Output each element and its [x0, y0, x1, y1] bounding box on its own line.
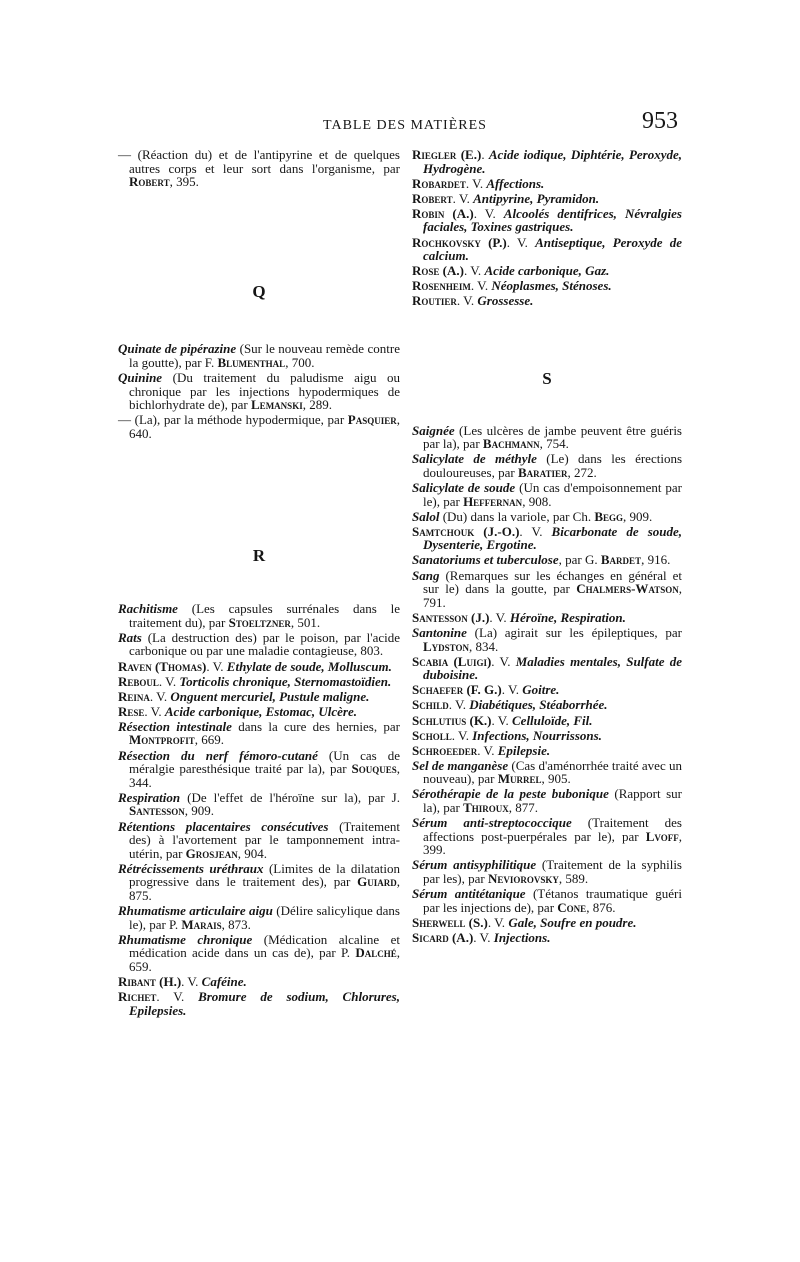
entry-author: Ribant (H.)	[118, 974, 182, 990]
index-entry	[412, 553, 682, 567]
section-letter-r: R	[252, 545, 266, 565]
entry-author: Blumenthal	[217, 354, 286, 370]
entry-ref: , 834.	[469, 638, 499, 654]
entry-ref: , 876.	[586, 899, 616, 915]
s-entries	[412, 424, 682, 945]
index-entry	[118, 990, 400, 1017]
entry-ref: , 905.	[541, 771, 571, 787]
section-letter-q: Q	[252, 281, 266, 301]
entry-text: — (La), par la méthode hypodermique, par	[118, 412, 348, 428]
index-entry	[118, 690, 400, 704]
entry-text: (Rapport sur la), par	[423, 786, 682, 816]
entry-author: Neviorovsky	[487, 871, 559, 887]
entry-ref: . V.	[487, 914, 509, 930]
entry-keyword: Santonine	[412, 624, 467, 640]
entry-ref: . V.	[456, 293, 478, 309]
entry-see-also: Onguent mercuriel, Pustule maligne.	[170, 688, 370, 704]
entry-author: Robardet	[412, 175, 466, 191]
index-entry	[412, 714, 682, 728]
entry-author: Chalmers-Watson	[576, 581, 679, 597]
entry-author: Robert	[129, 174, 170, 190]
entry-keyword: Sanatoriums et tuberculose	[412, 552, 559, 568]
entry-author: Bardet	[600, 552, 642, 568]
entry-author: Samtchouk (J.-O.)	[412, 523, 520, 539]
entry-author: Richet	[118, 989, 157, 1005]
entry-author: Stoeltzner	[228, 614, 291, 630]
entry-text: dans la cure des hernies, par	[231, 718, 400, 734]
entry-author: Rese	[118, 703, 145, 719]
entry-ref: . V.	[491, 653, 516, 669]
entry-ref: , 909.	[623, 508, 653, 524]
entry-ref: , 289.	[302, 397, 332, 413]
entry-author: Scabia (Luigi)	[412, 653, 492, 669]
index-entry	[412, 759, 682, 786]
entry-ref: . V.	[519, 523, 552, 539]
entry-text: (Remarques sur les échanges en général et sur le) dans la goutte, par	[423, 567, 682, 597]
index-entry	[412, 655, 682, 682]
entry-ref: , 272.	[567, 464, 597, 480]
entry-author: Guiard	[357, 874, 397, 890]
entry-author: Robert	[412, 190, 453, 206]
entry-see-also: Bromure de sodium, Chlorures, Epilepsies.	[129, 989, 400, 1018]
index-entry	[118, 342, 400, 369]
entry-author: Bachmann	[482, 436, 540, 452]
right-column	[412, 148, 682, 946]
entry-ref: . V.	[149, 688, 171, 704]
entry-ref: . V.	[477, 742, 498, 758]
entry-see-also: Torticolis chronique, Sternomastoïdien.	[179, 673, 392, 689]
index-entry	[118, 148, 400, 189]
index-entry	[412, 279, 682, 293]
entry-see-also: Antiseptique, Peroxyde de calcium.	[423, 234, 682, 264]
entry-keyword: Sérum anti-streptococcique	[412, 815, 572, 831]
entry-ref: . V.	[452, 190, 474, 206]
entry-author: Thiroux	[463, 800, 509, 816]
entry-text: (Un cas de méralgie paresthésique traité par la), par	[129, 747, 401, 777]
entry-ref: , 875.	[129, 874, 400, 903]
index-entry	[412, 744, 682, 758]
index-entry	[412, 611, 682, 625]
entry-keyword: Rats	[118, 629, 142, 645]
entry-author: Schaefer (F. G.)	[412, 682, 502, 698]
r-entries-left	[118, 602, 400, 1017]
index-entry	[412, 931, 682, 945]
entry-author: Marais	[181, 916, 222, 932]
index-entry	[118, 705, 400, 719]
entry-ref: , 791.	[423, 581, 682, 610]
index-entry	[412, 481, 682, 508]
entry-keyword: Sel de manganèse	[412, 757, 509, 773]
entry-ref: . V.	[465, 175, 487, 191]
entry-ref: , 873.	[221, 916, 251, 932]
entry-ref: . V.	[181, 974, 202, 990]
section-letter-s: S	[542, 369, 552, 389]
entry-ref: .	[481, 147, 489, 162]
entry-ref: . V.	[506, 234, 536, 250]
entry-ref: . V.	[463, 263, 485, 279]
entry-text: (Du) dans la variole, par Ch.	[439, 508, 595, 524]
entry-text: (Traitement des affections post-puerpérales par le), par	[423, 815, 682, 844]
entry-ref: , 589.	[558, 871, 589, 887]
entry-ref: , 501.	[290, 614, 321, 630]
index-entry	[412, 816, 682, 857]
entry-text: (Le) dans les érections douloureuses, par	[423, 451, 682, 480]
index-entry	[412, 729, 682, 743]
entry-see-also: Acide iodique, Diphtérie, Peroxyde, Hydrogène.	[423, 147, 683, 176]
entry-ref: . V.	[448, 697, 470, 713]
entry-author: Sherwell (S.)	[412, 914, 488, 930]
entry-text: — (Réaction du) et de l'antipyrine et de quelques autres corps et leur sort dans l'organisme, par	[118, 147, 400, 176]
entry-author: Schlutius (K.)	[412, 712, 492, 728]
entry-see-also: Epilepsie.	[497, 742, 551, 758]
index-entry	[412, 424, 682, 451]
entry-author: Riegler (E.)	[412, 147, 482, 162]
entry-author: Baratier	[517, 464, 568, 480]
entry-author: Reina	[118, 688, 150, 704]
index-entry	[118, 933, 400, 974]
page-number: 953	[642, 108, 678, 134]
index-entry	[118, 602, 400, 629]
entry-ref: , 640.	[129, 412, 400, 441]
index-entry	[118, 720, 400, 747]
entry-ref: . V.	[473, 205, 504, 221]
entry-author: Souques	[351, 761, 397, 777]
index-entry	[118, 660, 400, 674]
entry-ref: , 754.	[539, 436, 569, 452]
entry-ref: , 908.	[522, 493, 552, 509]
entry-ref: , 344.	[129, 761, 400, 790]
entry-see-also: Celluloïde, Fil.	[512, 712, 593, 728]
entry-see-also: Caféine.	[201, 974, 247, 990]
entry-author: Santesson (J.)	[412, 609, 490, 625]
index-entry	[118, 631, 400, 658]
entry-author: Pasquier	[347, 412, 397, 428]
entry-ref: . V.	[144, 703, 165, 719]
entry-keyword: Saignée	[412, 422, 455, 438]
entry-author: Lemanski	[251, 397, 303, 413]
index-entry	[118, 820, 400, 861]
entry-author: Reboul	[118, 673, 159, 689]
entry-ref: . V.	[206, 658, 227, 674]
entry-keyword: Salicylate de méthyle	[412, 451, 537, 467]
entry-author: Lydston	[423, 638, 470, 654]
index-entry	[412, 569, 682, 610]
index-entry	[118, 791, 400, 818]
entry-ref: . V.	[489, 609, 510, 625]
entry-ref: . V.	[473, 929, 494, 945]
entry-ref: , 659.	[129, 945, 400, 974]
q-entries	[118, 342, 400, 440]
entry-author: Robin (A.)	[412, 205, 474, 221]
entry-see-also: Maladies mentales, Sulfate de duboisine.	[423, 653, 682, 683]
entry-author: Raven (Thomas)	[118, 658, 207, 674]
index-entry	[118, 371, 400, 412]
index-entry	[412, 177, 682, 191]
entry-text: (Les capsules surrénales dans le traitement du), par	[129, 601, 400, 630]
entry-keyword: Résection intestinale	[118, 718, 232, 734]
entry-keyword: Rachitisme	[118, 601, 178, 617]
entry-see-also: Néoplasmes, Sténoses.	[491, 278, 612, 294]
entry-author: Scholl	[412, 727, 452, 743]
index-entry	[412, 264, 682, 278]
entry-text: (Tétanos traumatique guéri par les injections de), par	[423, 886, 682, 915]
index-entry	[412, 916, 682, 930]
entry-text: , par G.	[558, 552, 601, 568]
entry-text: (Sur le nouveau remède contre la goutte), par F.	[129, 341, 400, 370]
entry-ref: , 669.	[194, 732, 225, 748]
entry-see-also: Ethylate de soude, Molluscum.	[226, 658, 392, 674]
entry-author: Murrel	[497, 771, 542, 787]
index-entry	[118, 904, 400, 931]
index-entry	[412, 887, 682, 914]
entry-keyword: Quinate de pipérazine	[118, 341, 237, 357]
entry-ref: . V.	[158, 673, 180, 689]
entry-see-also: Gale, Soufre en poudre.	[508, 914, 637, 930]
index-entry	[412, 236, 682, 263]
index-entry	[412, 858, 682, 885]
index-entry	[412, 683, 682, 697]
entry-ref: , 916.	[641, 552, 671, 568]
entry-text: (Médication alcaline et médication acide dans un cas de), par P.	[129, 931, 400, 961]
entry-text: (Du traitement du paludisme aigu ou chronique par les injections hypodermiques de bichlorhydrate de), par	[129, 370, 400, 413]
index-entry	[412, 626, 682, 653]
left-column	[118, 148, 400, 1019]
entry-ref: , 399.	[423, 828, 682, 858]
entry-text: (Limites de la dilatation progressive dans le traitement des), par	[129, 860, 400, 890]
entry-see-also: Grossesse.	[477, 293, 534, 309]
index-entry	[412, 192, 682, 206]
entry-author: Schroeeder	[412, 742, 478, 758]
index-entry	[412, 148, 682, 175]
entry-author: Dalché	[355, 945, 397, 961]
entry-ref: . V.	[156, 989, 199, 1005]
entry-author: Montprofit	[129, 732, 195, 748]
entry-author: Heffernan	[463, 493, 523, 509]
entry-text: (Les ulcères de jambe peuvent être guéris par la), par	[423, 422, 682, 452]
entry-ref: , 877.	[508, 800, 538, 816]
entry-keyword: Rétentions placentaires consécutives	[118, 818, 329, 834]
entry-ref: . V.	[470, 278, 492, 294]
index-entry	[412, 787, 682, 814]
index-entry	[118, 675, 400, 689]
entry-text: (Traitement des) à l'avortement par le tamponnement intra-utérin, par	[129, 818, 400, 861]
entry-keyword: Rhumatisme articulaire aigu	[118, 903, 273, 919]
index-entry	[412, 525, 682, 552]
entry-author: Rose (A.)	[412, 263, 464, 279]
entry-text: (Délire salicylique dans le), par P.	[129, 903, 400, 932]
entry-see-also: Acide carbonique, Gaz.	[484, 263, 610, 279]
entry-see-also: Goitre.	[522, 682, 560, 698]
entry-keyword: Sérum antitétanique	[412, 886, 526, 902]
index-entry	[412, 452, 682, 479]
entry-see-also: Injections.	[493, 929, 551, 945]
entry-author: Rosenheim	[412, 278, 471, 294]
entry-text: (De l'effet de l'héroïne sur la), par J.	[180, 789, 400, 805]
entry-keyword: Résection du nerf fémoro-cutané	[118, 747, 318, 763]
entry-author: Routier	[412, 293, 457, 309]
entry-text: (La destruction des) par le poison, par l'acide carbonique ou par une maladie contagieuse, 803.	[129, 629, 400, 659]
index-entry	[412, 294, 682, 308]
entry-keyword: Sang	[412, 567, 440, 583]
entry-author: Schild	[412, 697, 449, 713]
entry-text: (La) agirait sur les épileptiques, par	[466, 624, 682, 640]
entry-ref: , 395.	[169, 174, 199, 190]
index-entry	[118, 862, 400, 903]
entry-author: Santesson	[129, 803, 185, 819]
entry-keyword: Quinine	[118, 370, 163, 386]
entry-keyword: Salol	[412, 508, 440, 524]
entry-author: Begg	[594, 508, 624, 524]
entry-author: Sicard (A.)	[412, 929, 474, 945]
entry-see-also: Acide carbonique, Estomac, Ulcère.	[164, 703, 357, 719]
entry-ref: , 700.	[285, 354, 315, 370]
entry-ref: . V.	[501, 682, 523, 698]
entry-keyword: Salicylate de soude	[412, 480, 516, 495]
entry-see-also: Bicarbonate de soude, Dysenterie, Ergotine.	[423, 523, 682, 553]
entry-text: (Cas d'aménorrhée traité avec un nouveau), par	[423, 757, 682, 787]
index-entry	[412, 510, 682, 524]
index-entry	[118, 975, 400, 989]
entry-see-also: Infections, Nourrissons.	[472, 727, 602, 743]
entry-keyword: Rhumatisme chronique	[118, 931, 253, 947]
index-entry	[118, 413, 400, 440]
entry-author: Rochkovsky (P.)	[412, 234, 507, 250]
entry-see-also: Héroïne, Respiration.	[509, 609, 626, 625]
entry-see-also: Antipyrine, Pyramidon.	[473, 190, 600, 206]
entry-keyword: Sérothérapie de la peste bubonique	[412, 786, 609, 802]
entry-see-also: Alcoolés dentifrices, Névralgies faciales, Toxines gastriques.	[423, 205, 682, 235]
entry-author: Grosjean	[185, 845, 238, 861]
entry-text: (Un cas d'empoisonnement par le), par	[423, 480, 682, 509]
entry-author: Lvoff	[645, 828, 679, 844]
entry-text: (Traitement de la syphilis par les), par	[423, 857, 682, 887]
index-entry	[412, 207, 682, 234]
index-entry	[412, 698, 682, 712]
entry-ref: . V.	[451, 727, 473, 743]
r-entries-right	[412, 148, 682, 308]
entry-keyword: Respiration	[118, 789, 181, 805]
entry-ref: , 904.	[237, 845, 268, 861]
entry-see-also: Affections.	[486, 175, 545, 191]
entry-ref: . V.	[491, 712, 512, 728]
entry-see-also: Diabétiques, Stéaborrhée.	[469, 697, 608, 713]
index-entry	[118, 749, 400, 790]
running-head: TABLE DES MATIÈRES	[323, 118, 487, 133]
entry-keyword: Rétrécissements uréthraux	[118, 860, 264, 876]
entry-ref: , 909.	[184, 803, 214, 819]
entry-author: Cone	[557, 899, 587, 915]
entry-keyword: Sérum antisyphilitique	[412, 857, 537, 873]
